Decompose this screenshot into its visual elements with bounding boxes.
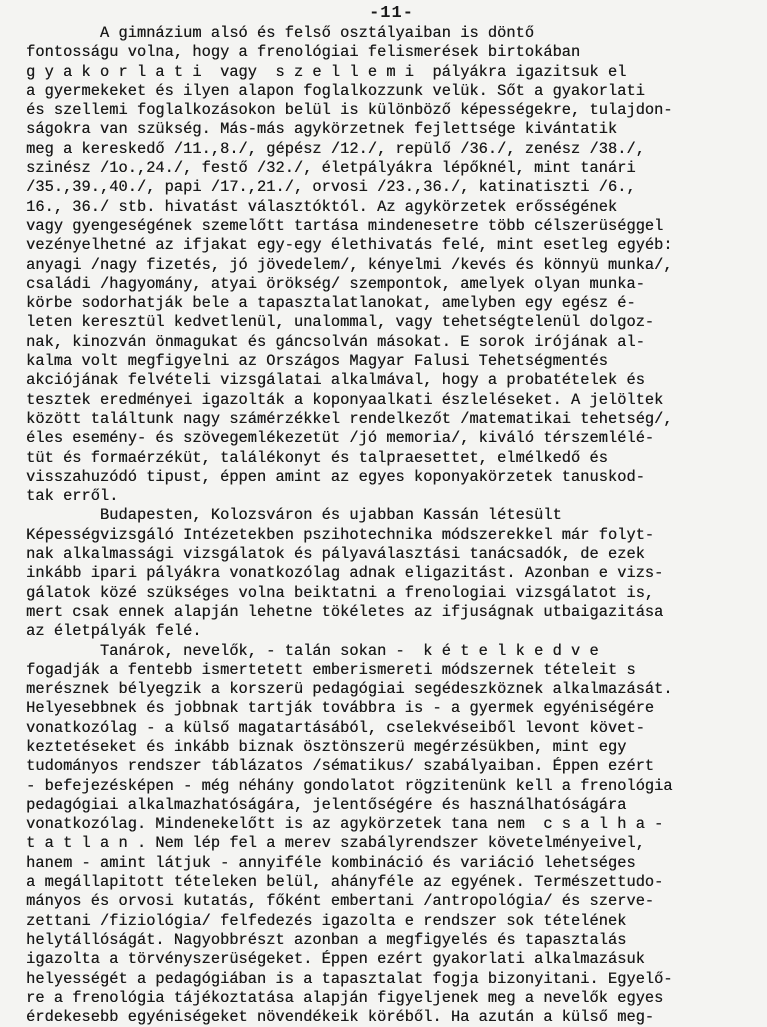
text-line: a gyermekeket és ilyen alapon foglalkozzunk velük. Sőt a gyakorlati [26, 81, 645, 100]
text-line: t a t l a n . Nem lép fel a merev szabályrendszer követelményeivel, [26, 834, 645, 853]
text-line: fontosságu volna, hogy a frenológiai felismerések birtokában [26, 43, 581, 62]
text-line: érdekesebb egyéniségeket növendékeik köréből. Ha azután a külső meg- [26, 1008, 655, 1027]
text-line: igazolta a törvényszerüségeket. Éppen ezért gyakorlati alkalmazásuk [26, 950, 645, 969]
text-line: Tanárok, nevelők, - talán sokan - k é t e l k e d v e [26, 641, 599, 660]
text-line: leten keresztül kedvetlenül, unalommal, vagy tehetségtelenül dolgoz- [26, 313, 655, 332]
text-line: vagy gyengeségének szemelőtt tartása mindenesetre több célszerüséggel [26, 216, 664, 235]
text-line: keztetéseket és inkább biznak ösztönszerü megérzésükben, mint egy [26, 737, 627, 756]
page-number: -11- [369, 4, 414, 23]
text-line: Képességvizsgáló Intézetekben pszihotechnika módszerekkel már folyt- [26, 525, 655, 544]
text-line: mányos és orvosi kutatás, főként embertani /antropológia/ és szerve- [26, 892, 655, 911]
text-line: merésznek bélyegzik a korszerü pedagógiai segédeszköznek alkalmazását. [26, 680, 673, 699]
text-line: tesztek eredményei igazolták a koponyaalkati észleléseket. A jelöltek [26, 390, 664, 409]
text-line: között találtunk nagy számérzékkel rendelkezőt /matematikai tehetség/, [26, 409, 673, 428]
text-line: vonatkozólag. Mindenekelőtt is az agykörzetek tana nem c s a l h a - [26, 815, 664, 834]
text-line: re a frenológia tájékoztatása alapján figyeljenek meg a nevelők egyes [26, 988, 664, 1007]
text-line: a megállapitott tételeken belül, ahányféle az egyének. Természettudo- [26, 873, 664, 892]
text-line: zettani /fiziológia/ felfedezés igazolta e rendszer sok tételének [26, 911, 627, 930]
text-line: éles esemény- és szövegemlékezetüt /jó memoria/, kiváló térszemlélé- [26, 429, 655, 448]
text-line: nak, kinozván önmagukat és gáncsolván másokat. E sorok irójának al- [26, 332, 645, 351]
text-line: mert csak ennek alapján lehetne tökéletes az ifjuságnak utbaigazitása [26, 602, 664, 621]
text-line: akciójának felvételi vizsgálatai alkalmával, hogy a probatételek és [26, 371, 645, 390]
text-line: fogadják a fentebb ismertetett emberismereti módszernek tételeit s [26, 660, 636, 679]
text-line: Budapesten, Kolozsváron és ujabban Kassán létesült [26, 506, 562, 525]
text-line: tüt és formaérzéküt, találékonyt és talpraesettet, elmélkedő és [26, 448, 608, 467]
text-line: hanem - amint látjuk - annyiféle kombináció és variáció lehetséges [26, 853, 636, 872]
text-line: helyességét a pedagógiában is a tapasztalat fogja bizonyitani. Egyelő- [26, 969, 673, 988]
text-line: helytállóságát. Nagyobbrészt azonban a megfigyelés és tapasztalás [26, 930, 627, 949]
text-line: vonatkozólag - a külső magatartásából, cselekvéseiből levont követ- [26, 718, 645, 737]
text-line: gálatok közé szükséges volna beiktatni a frenologiai vizsgálatot is, [26, 583, 655, 602]
text-line: 16., 36./ stb. hivatást választóktól. Az agykörzetek erősségének [26, 197, 618, 216]
text-line: nak alkalmassági vizsgálatok és pályaválasztási tanácsadók, de ezek [26, 545, 645, 564]
text-line: /35.,39.,40./, papi /17.,21./, orvosi /23.,36./, katinatiszti /6., [26, 178, 636, 197]
body-text [26, 24, 757, 1027]
text-line: az életpályák felé. [26, 622, 202, 641]
text-line: visszahuzódó tipust, éppen amint az egyes koponyakörzetek tanuskod- [26, 467, 645, 486]
text-line: tak erről. [26, 487, 119, 506]
text-line: Helyesebbnek és jobbnak tartják továbbra is - a gyermek egyéniségére [26, 699, 655, 718]
text-line: szinész /1o.,24./, festő /32./, életpályákra lépőknél, mint tanári [26, 159, 636, 178]
text-line: tudományos rendszer táblázatos /sématikus/ szabályaiban. Éppen ezért [26, 757, 655, 776]
text-line: anyagi /nagy fizetés, jó jövedelem/, kényelmi /kevés és könnyü munka/, [26, 255, 673, 274]
text-line: inkább ipari pályákra vonatkozólag adnak eligazitást. Azonban e vizs- [26, 564, 664, 583]
text-line: ságokra van szükség. Más-más agykörzetnek fejlettsége kivántatik [26, 120, 618, 139]
text-line: pedagógiai alkalmazhatóságára, jelentőségére és használhatóságára [26, 795, 627, 814]
text-line: családi /hagyomány, atyai örökség/ szempontok, amelyek olyan munka- [26, 274, 645, 293]
text-line: vezényelhetné az ifjakat egy-egy élethivatás felé, mint esetleg egyéb: [26, 236, 673, 255]
text-line: A gimnázium alsó és felső osztályaiban is döntő [26, 24, 534, 42]
text-line: és szellemi foglalkozásokon belül is különböző képességekre, tulajdon- [26, 101, 673, 120]
text-line: - befejezésképen - még néhány gondolatot rögzitenünk kell a frenológia [26, 776, 673, 795]
text-line: g y a k o r l a t i vagy s z e l l e m i pályákra igazitsuk el [26, 62, 627, 81]
text-line: körbe sodorhatják bele a tapasztalatlanokat, amelyben egy egész é- [26, 294, 636, 313]
text-line: meg a kereskedő /11.,8./, gépész /12./, repülő /36./, zenész /38./, [26, 139, 645, 158]
text-line: kalma volt megfigyelni az Országos Magyar Falusi Tehetségmentés [26, 352, 608, 371]
